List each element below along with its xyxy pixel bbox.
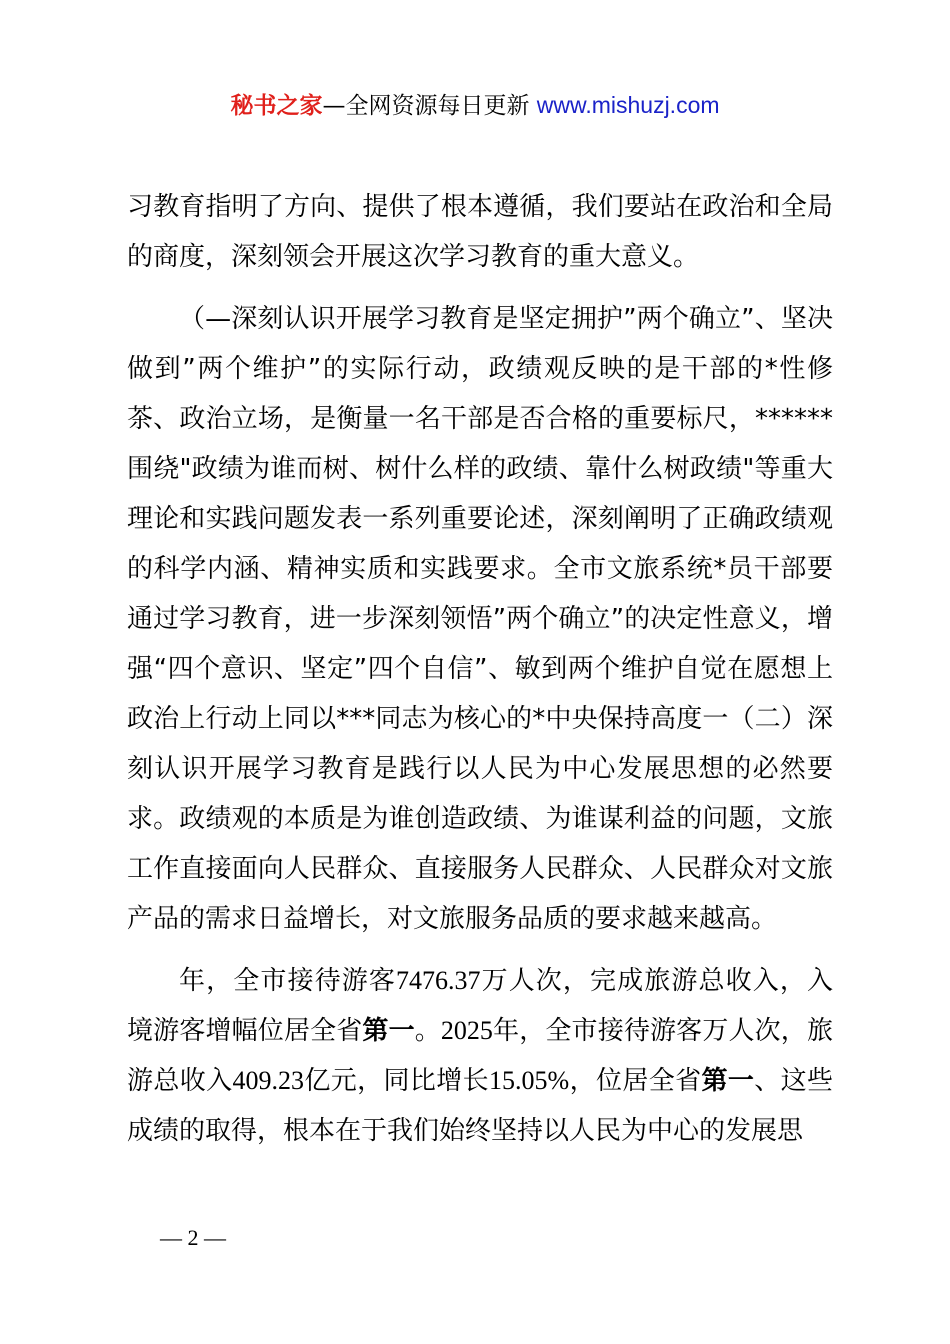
- brand-name: 秘书之家: [230, 93, 323, 119]
- rank-first-highlight: 第一: [362, 1016, 415, 1046]
- revenue-value: 409.23: [232, 1066, 305, 1095]
- year-value: 2025: [440, 1016, 493, 1045]
- site-header: [0, 88, 950, 123]
- text-segment: 年，全市接待游客万人次，旅游总收入: [127, 1016, 833, 1096]
- text-segment: 亿元，同比增长: [304, 1066, 490, 1096]
- document-body: [127, 182, 833, 1156]
- visitor-count: 7476.37: [395, 966, 481, 995]
- site-url-link[interactable]: www.mishuzj.com: [536, 92, 720, 118]
- text-segment: 年，全市接待游客: [179, 966, 396, 996]
- paragraph-tourism-statistics: [127, 956, 833, 1156]
- paragraph-continuation: 习教育指明了方向、提供了根本遵循，我们要站在政治和全局的商度，深刻领会开展这次学习教育的重大意义。: [127, 192, 833, 272]
- text-segment: 。: [414, 1016, 441, 1046]
- header-slogan: —全网资源每日更新: [322, 93, 537, 119]
- page-number: — 2 —: [160, 1225, 226, 1250]
- text-segment: 万人次，完成旅游总收入，入境游客增幅位居全省: [127, 966, 833, 1046]
- text-segment: ，位居全省: [569, 1066, 702, 1096]
- text-segment: 、这些成绩的取得，根本在于我们始终坚持以人民为中心的发展思: [127, 1066, 833, 1146]
- rank-first-highlight: 第一: [701, 1066, 755, 1096]
- paragraph-political-significance: （—深刻认识开展学习教育是坚定拥护”两个确立”、坚决做到”两个维护”的实际行动，政绩观反映的是干部的*性修茶、政治立场，是衡量一名干部是否合格的重要标尺，******围绕"政绩为谁而树、树什么样的政绩、靠什么树政绩"等重大理论和实践问题发表一系列重要论述，深刻阐明了正确政绩观的科学内涵、精神实质和实践要求。全市文旅系统*员干部要通过学习教育，进一步深刻领悟”两个确立”的决定性意义，增强“四个意识、坚定”四个自信”、敏到两个维护自觉在愿想上政治上行动上同以***同志为核心的*中央保持高度一（二）深刻认识开展学习教育是践行以人民为中心发展思想的必然要求。政绩观的本质是为谁创造政绩、为谁谋利益的问题，文旅工作直接面向人民群众、直接服务人民群众、人民群众对文旅产品的需求日益增长，对文旅服务品质的要求越来越高。: [127, 304, 833, 934]
- growth-rate: 15.05%: [489, 1066, 570, 1095]
